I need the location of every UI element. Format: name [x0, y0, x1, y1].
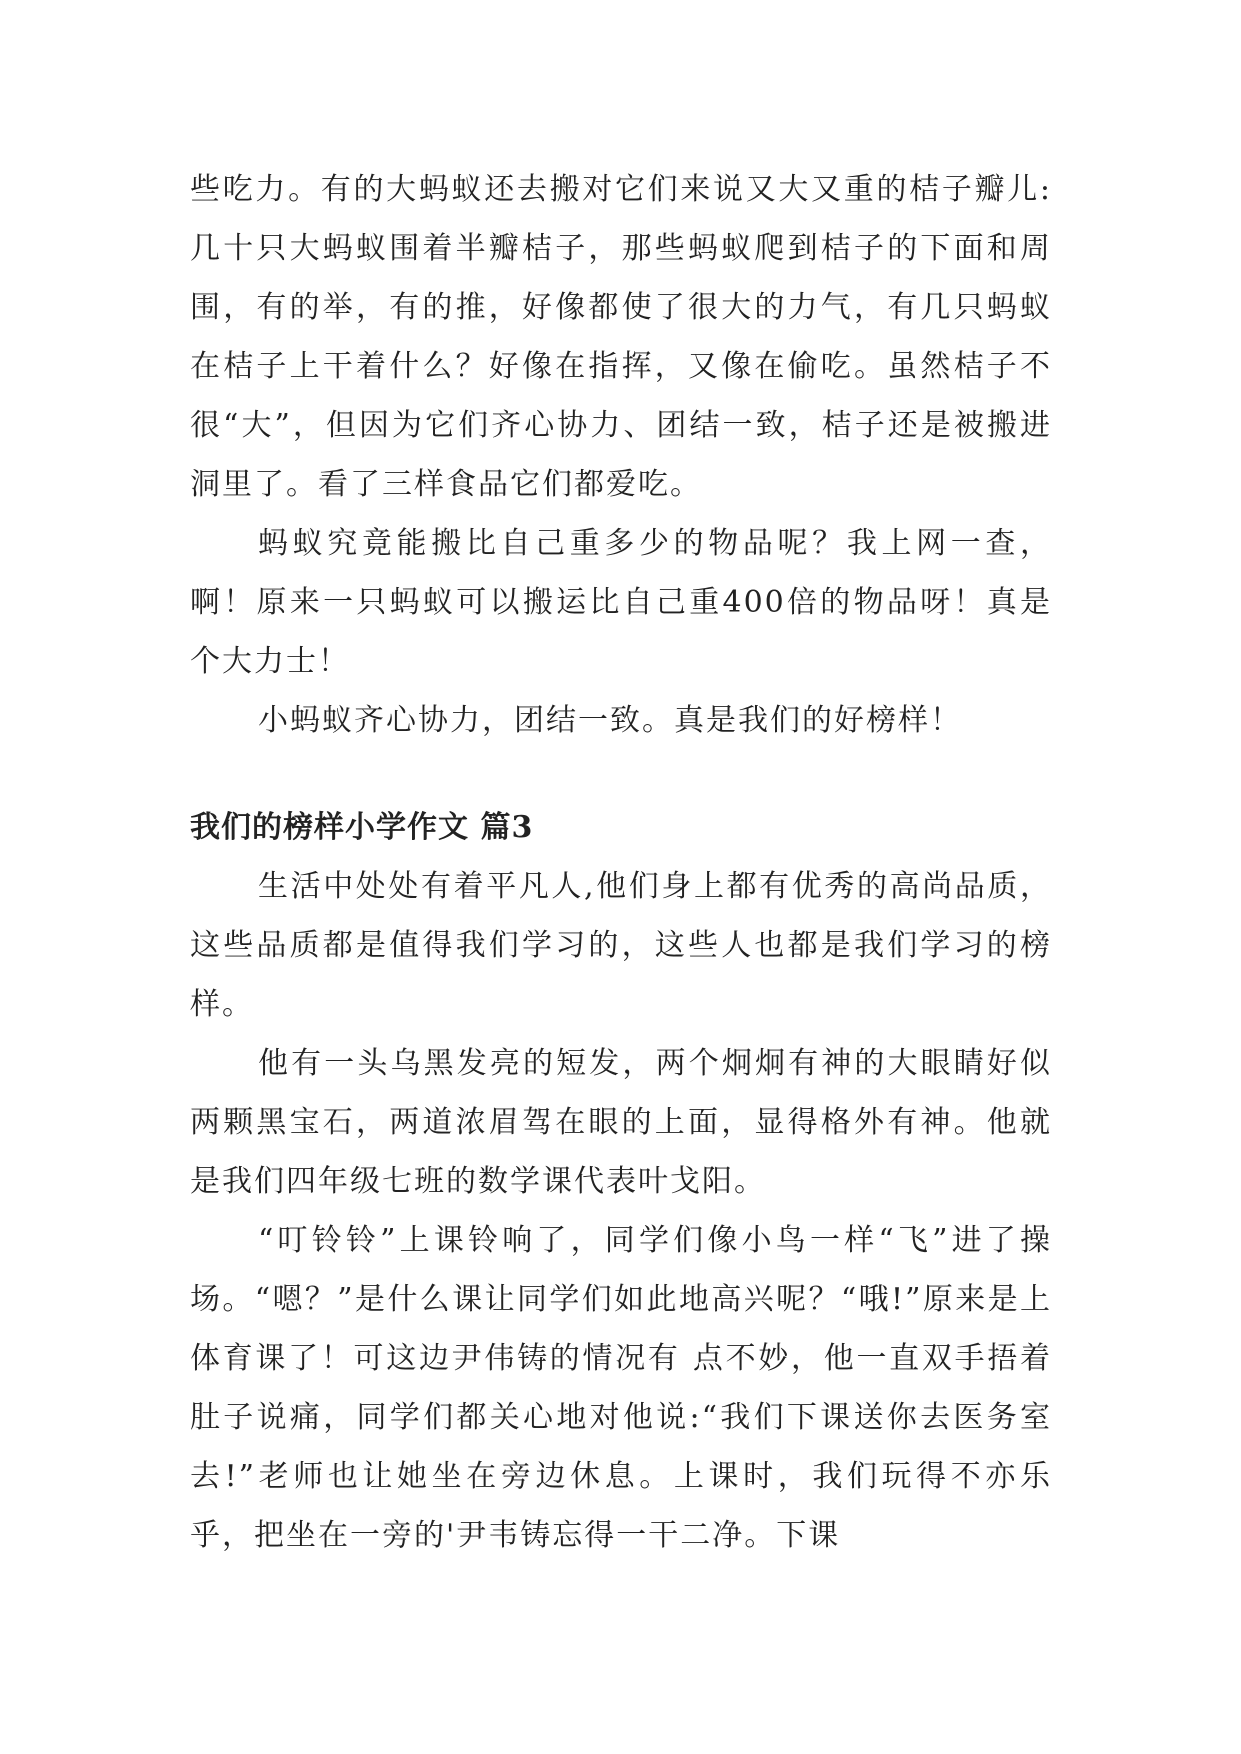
paragraph-ants-strength: 蚂蚁究竟能搬比自己重多少的物品呢？我上网一查，啊！原来一只蚂蚁可以搬运比自己重400倍的物品呀！真是个大力士！: [190, 526, 1052, 679]
paragraph-ants-role-model: 小蚂蚁齐心协力，团结一致。真是我们的好榜样！: [258, 703, 962, 738]
paragraph-pe-class: “叮铃铃”上课铃响了，同学们像小鸟一样“飞”进了操场。“嗯？”是什么课让同学们如此地高兴呢？“哦!”原来是上体育课了！可这边尹伟铸的情况有 点不妙，他一直双手捂着肚子说痛，同学们都关心地对他说:“我们下课送你去医务室去!”老师也让她坐在旁边休息。上课时，我们玩得不亦乐乎，把坐在一旁的'尹韦铸忘得一干二净。下课: [190, 1223, 1052, 1553]
paragraph-ants-orange: 些吃力。有的大蚂蚁还去搬对它们来说又大又重的桔子瓣儿:几十只大蚂蚁围着半瓣桔子，那些蚂蚁爬到桔子的下面和周围，有的举，有的推，好像都使了很大的力气，有几只蚂蚁在桔子上干着什么？好像在指挥，又像在偷吃。虽然桔子不很“大”，但因为它们齐心协力、团结一致，桔子还是被搬进洞里了。看了三样食品它们都爱吃。: [190, 172, 1052, 502]
section-title: 我们的榜样小学作文 篇3: [190, 810, 534, 845]
paragraph-ordinary-people: 生活中处处有着平凡人,他们身上都有优秀的高尚品质，这些品质都是值得我们学习的，这些人也都是我们学习的榜样。: [190, 869, 1052, 1022]
document-body: [190, 160, 1052, 1565]
paragraph-description: 他有一头乌黑发亮的短发，两个炯炯有神的大眼睛好似两颗黑宝石，两道浓眉驾在眼的上面，显得格外有神。他就是我们四年级七班的数学课代表叶戈阳。: [190, 1046, 1052, 1199]
